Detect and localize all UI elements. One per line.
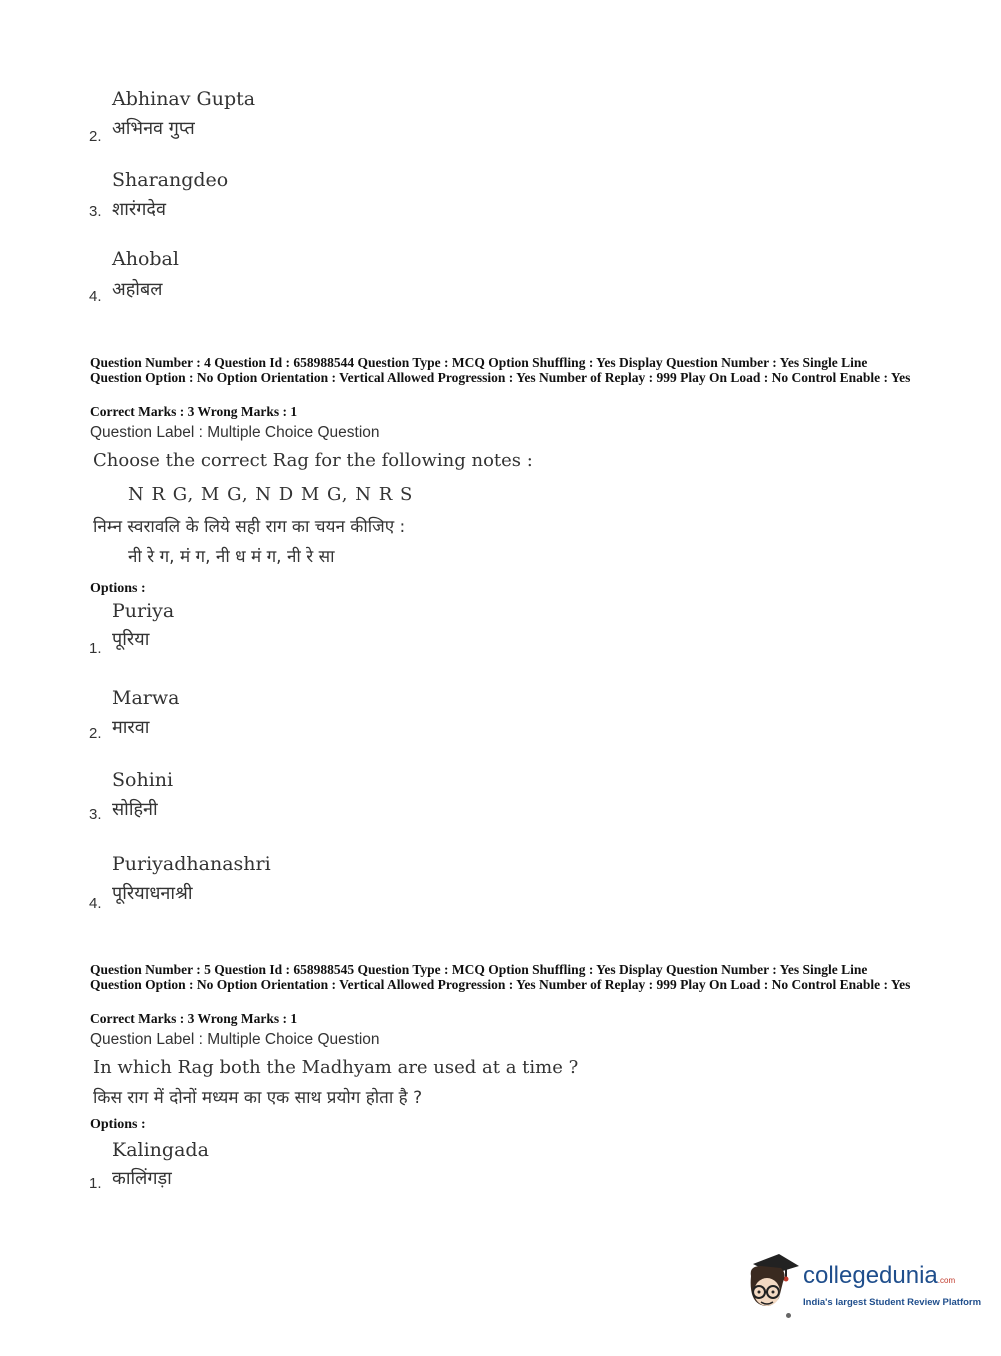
q4-label: Question Label : Multiple Choice Question	[90, 424, 380, 441]
q4-notes-hindi: नी रे ग, मं ग, नी ध मं ग, नी रे सा	[128, 547, 335, 567]
q4-meta: Question Number : 4 Question Id : 658988544 Question Type : MCQ Option Shuffling : Yes Display Question Number : Yes Single Line Question Option : No Option Orientation : Vertical Allowed Progression : Yes Number of Replay : 999 Play On Load : No Control Enable : Yes	[90, 355, 911, 385]
page-dot	[786, 1313, 791, 1318]
option-2-hindi: अभिनव गुप्त	[112, 118, 195, 139]
q4-options-heading: Options :	[90, 581, 146, 596]
q4-option-1-english: Puriya	[112, 600, 175, 622]
q4-option-4-english: Puriyadhanashri	[112, 853, 271, 875]
q4-option-1-hindi: पूरिया	[112, 629, 150, 650]
q4-question-english: Choose the correct Rag for the following notes :	[93, 450, 533, 471]
q5-option-1-english: Kalingada	[112, 1139, 209, 1161]
q4-option-2-english: Marwa	[112, 687, 180, 709]
logo-dotcom: .com	[937, 1276, 956, 1285]
q4-marks: Correct Marks : 3 Wrong Marks : 1	[90, 404, 298, 419]
option-3-english: Sharangdeo	[112, 169, 229, 191]
q4-option-2-number: 2.	[89, 725, 102, 742]
q5-question-english: In which Rag both the Madhyam are used at a time ?	[93, 1057, 579, 1078]
q5-option-1-hindi: कालिंगड़ा	[112, 1168, 172, 1189]
q5-label: Question Label : Multiple Choice Question	[90, 1031, 380, 1048]
logo-tagline: India's largest Student Review Platform	[803, 1297, 982, 1308]
collegedunia-logo[interactable]	[745, 1252, 982, 1322]
q4-option-2-hindi: मारवा	[112, 717, 150, 738]
q5-option-1-number: 1.	[89, 1175, 102, 1192]
option-2-number: 2.	[89, 128, 102, 145]
option-3-hindi: शारंगदेव	[112, 199, 166, 220]
option-3-number: 3.	[89, 203, 102, 220]
q4-option-3-hindi: सोहिनी	[112, 799, 158, 820]
q4-question-hindi: निम्न स्वरावलि के लिये सही राग का चयन कीजिए :	[93, 517, 406, 537]
q5-meta: Question Number : 5 Question Id : 658988545 Question Type : MCQ Option Shuffling : Yes Display Question Number : Yes Single Line Question Option : No Option Orientation : Vertical Allowed Progression : Yes Number of Replay : 999 Play On Load : No Control Enable : Yes	[90, 962, 911, 992]
logo-wordmark: collegedunia	[803, 1262, 938, 1289]
q4-option-4-hindi: पूरियाधनाश्री	[112, 883, 193, 904]
q5-question-hindi: किस राग में दोनों मध्यम का एक साथ प्रयोग होता है ?	[93, 1088, 423, 1108]
q4-notes-english: N R G, M G, N D M G, N R S	[128, 484, 414, 505]
q4-option-3-number: 3.	[89, 806, 102, 823]
option-2-english: Abhinav Gupta	[112, 88, 256, 110]
option-4-number: 4.	[89, 288, 102, 305]
option-4-english: Ahobal	[112, 248, 179, 270]
option-4-hindi: अहोबल	[112, 279, 163, 300]
q5-marks: Correct Marks : 3 Wrong Marks : 1	[90, 1011, 298, 1026]
q4-option-3-english: Sohini	[112, 769, 174, 791]
q5-options-heading: Options :	[90, 1117, 146, 1132]
q4-option-4-number: 4.	[89, 895, 102, 912]
q4-option-1-number: 1.	[89, 640, 102, 657]
mascot-icon	[745, 1252, 801, 1314]
